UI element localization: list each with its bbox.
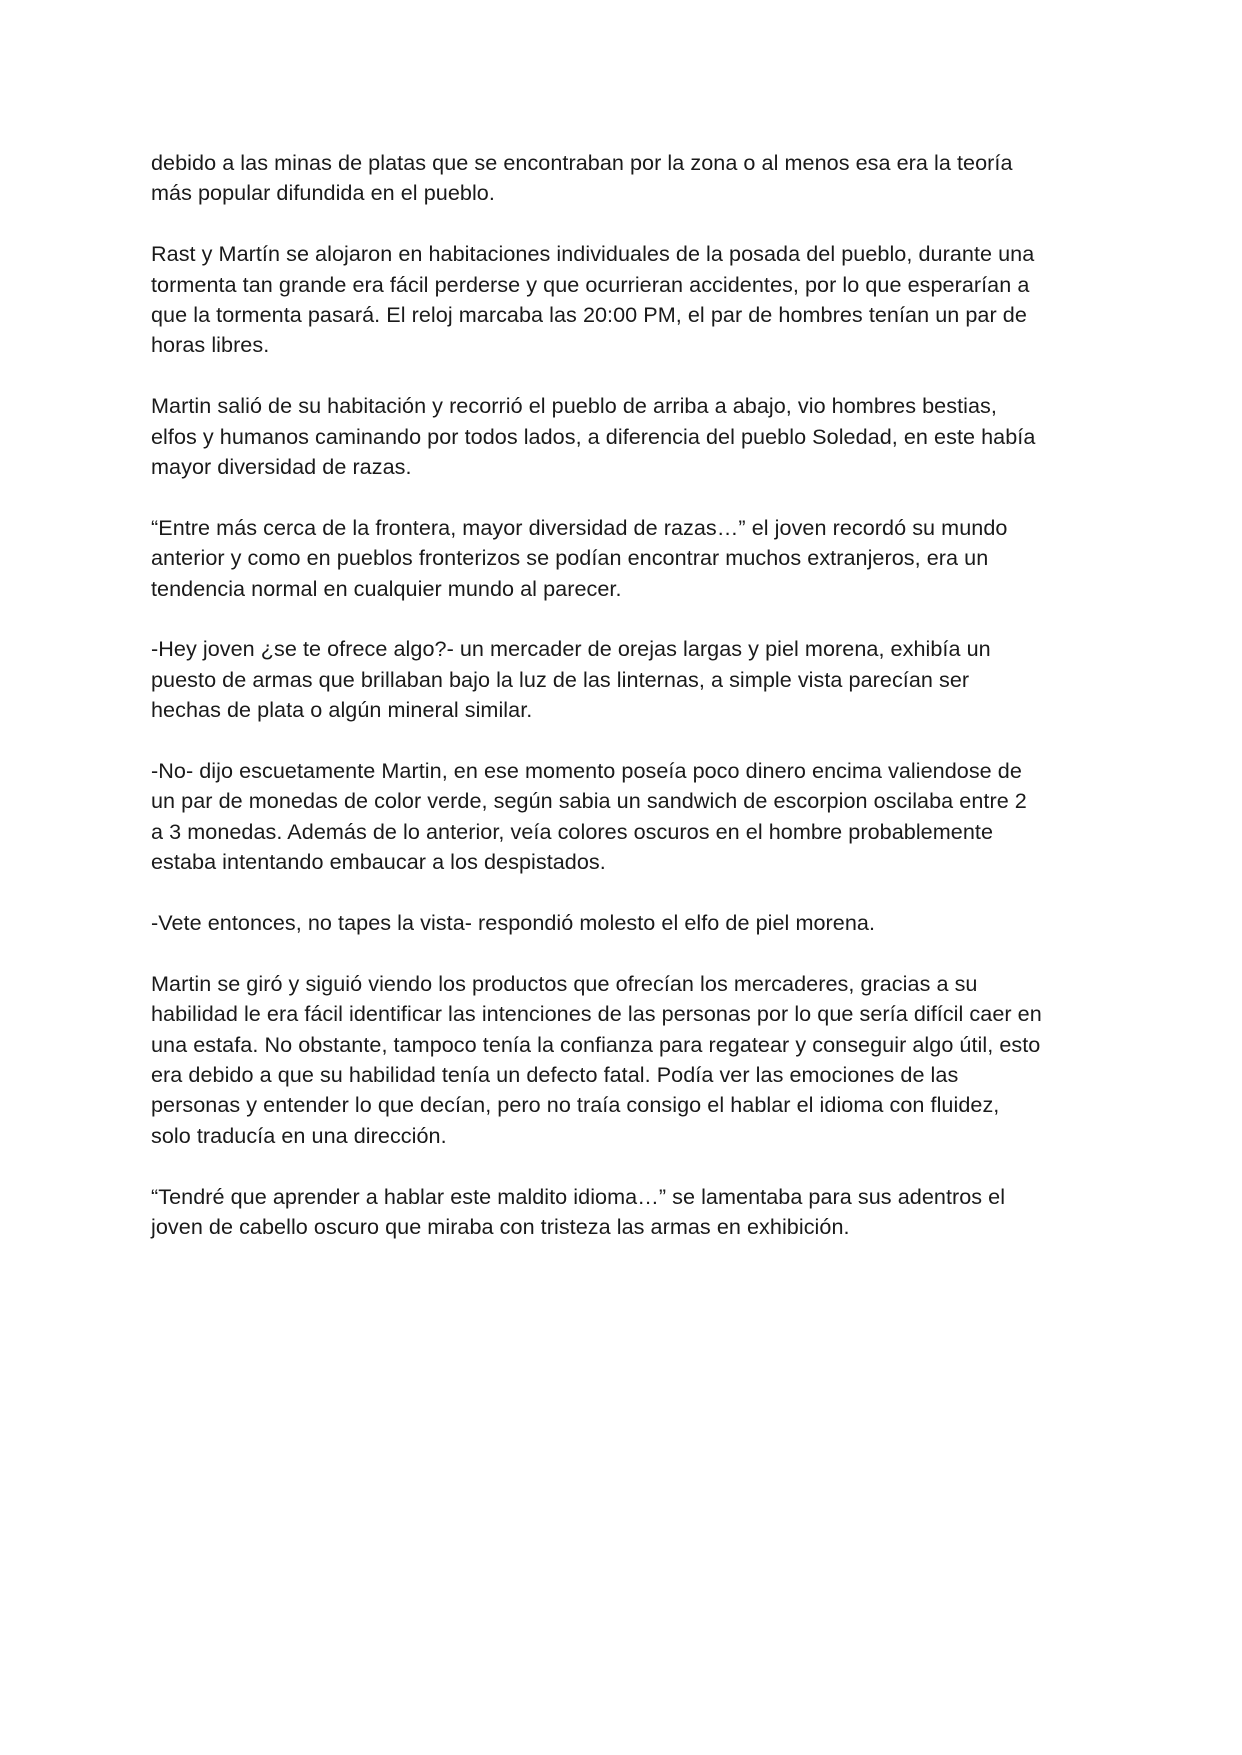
text-line: tendencia normal en cualquier mundo al parecer. [151,575,622,601]
paragraph-8 [151,969,1096,1151]
text-line: que la tormenta pasará. El reloj marcaba las 20:00 PM, el par de hombres tenían un par de [151,302,1027,328]
text-line: habilidad le era fácil identificar las intenciones de las personas por lo que sería difícil caer en [151,1001,1042,1027]
text-line: Martin salió de su habitación y recorrió el pueblo de arriba a abajo, vio hombres bestias, [151,393,997,419]
text-line: era debido a que su habilidad tenía un defecto fatal. Podía ver las emociones de las [151,1062,959,1088]
text-line: debido a las minas de platas que se encontraban por la zona o al menos esa era la teoría [151,150,1013,175]
text-line: “Entre más cerca de la frontera, mayor diversidad de razas…” el joven recordó su mundo [151,514,1008,540]
paragraph-3 [151,391,1096,482]
document-body [151,148,1096,1273]
text-line: puesto de armas que brillaban bajo la luz de las linternas, a simple vista parecían ser [151,666,970,692]
text-line: elfos y humanos caminando por todos lados, a diferencia del pueblo Soledad, en este había [151,423,1036,449]
text-line: más popular difundida en el pueblo. [151,180,495,206]
text-line: solo traducía en una dirección. [151,1122,447,1148]
paragraph-7 [151,908,1096,938]
text-line: horas libres. [151,332,270,358]
text-line: -Hey joven ¿se te ofrece algo?- un mercader de orejas largas y piel morena, exhibía un [151,636,991,662]
text-line: -Vete entonces, no tapes la vista- respondió molesto el elfo de piel morena. [151,910,876,936]
paragraph-5 [151,634,1096,725]
text-line: anterior y como en pueblos fronterizos se podían encontrar muchos extranjeros, era un [151,545,989,571]
text-line: un par de monedas de color verde, según sabia un sandwich de escorpion oscilaba entre 2 [151,788,1027,814]
text-line: joven de cabello oscuro que miraba con tristeza las armas en exhibición. [151,1214,850,1240]
text-line: a 3 monedas. Además de lo anterior, veía colores oscuros en el hombre probablemente [151,818,994,844]
paragraph-1 [151,148,1096,209]
paragraph-6 [151,756,1096,878]
text-line: una estafa. No obstante, tampoco tenía la confianza para regatear y conseguir algo útil, esto [151,1031,1041,1057]
text-line: Rast y Martín se alojaron en habitaciones individuales de la posada del pueblo, durante una [151,241,1035,267]
text-line: tormenta tan grande era fácil perderse y que ocurrieran accidentes, por lo que esperarían a [151,271,1030,297]
text-line: mayor diversidad de razas. [151,454,412,480]
text-line: “Tendré que aprender a hablar este maldito idioma…” se lamentaba para sus adentros el [151,1183,1006,1209]
paragraph-4 [151,513,1096,604]
text-line: personas y entender lo que decían, pero no traía consigo el hablar el idioma con fluidez, [151,1092,1000,1118]
text-line: estaba intentando embaucar a los despistados. [151,849,606,875]
paragraph-2 [151,239,1096,361]
text-line: hechas de plata o algún mineral similar. [151,697,533,723]
text-line: -No- dijo escuetamente Martin, en ese momento poseía poco dinero encima valiendose de [151,758,1022,784]
paragraph-9 [151,1182,1096,1243]
text-line: Martin se giró y siguió viendo los productos que ofrecían los mercaderes, gracias a su [151,970,978,996]
